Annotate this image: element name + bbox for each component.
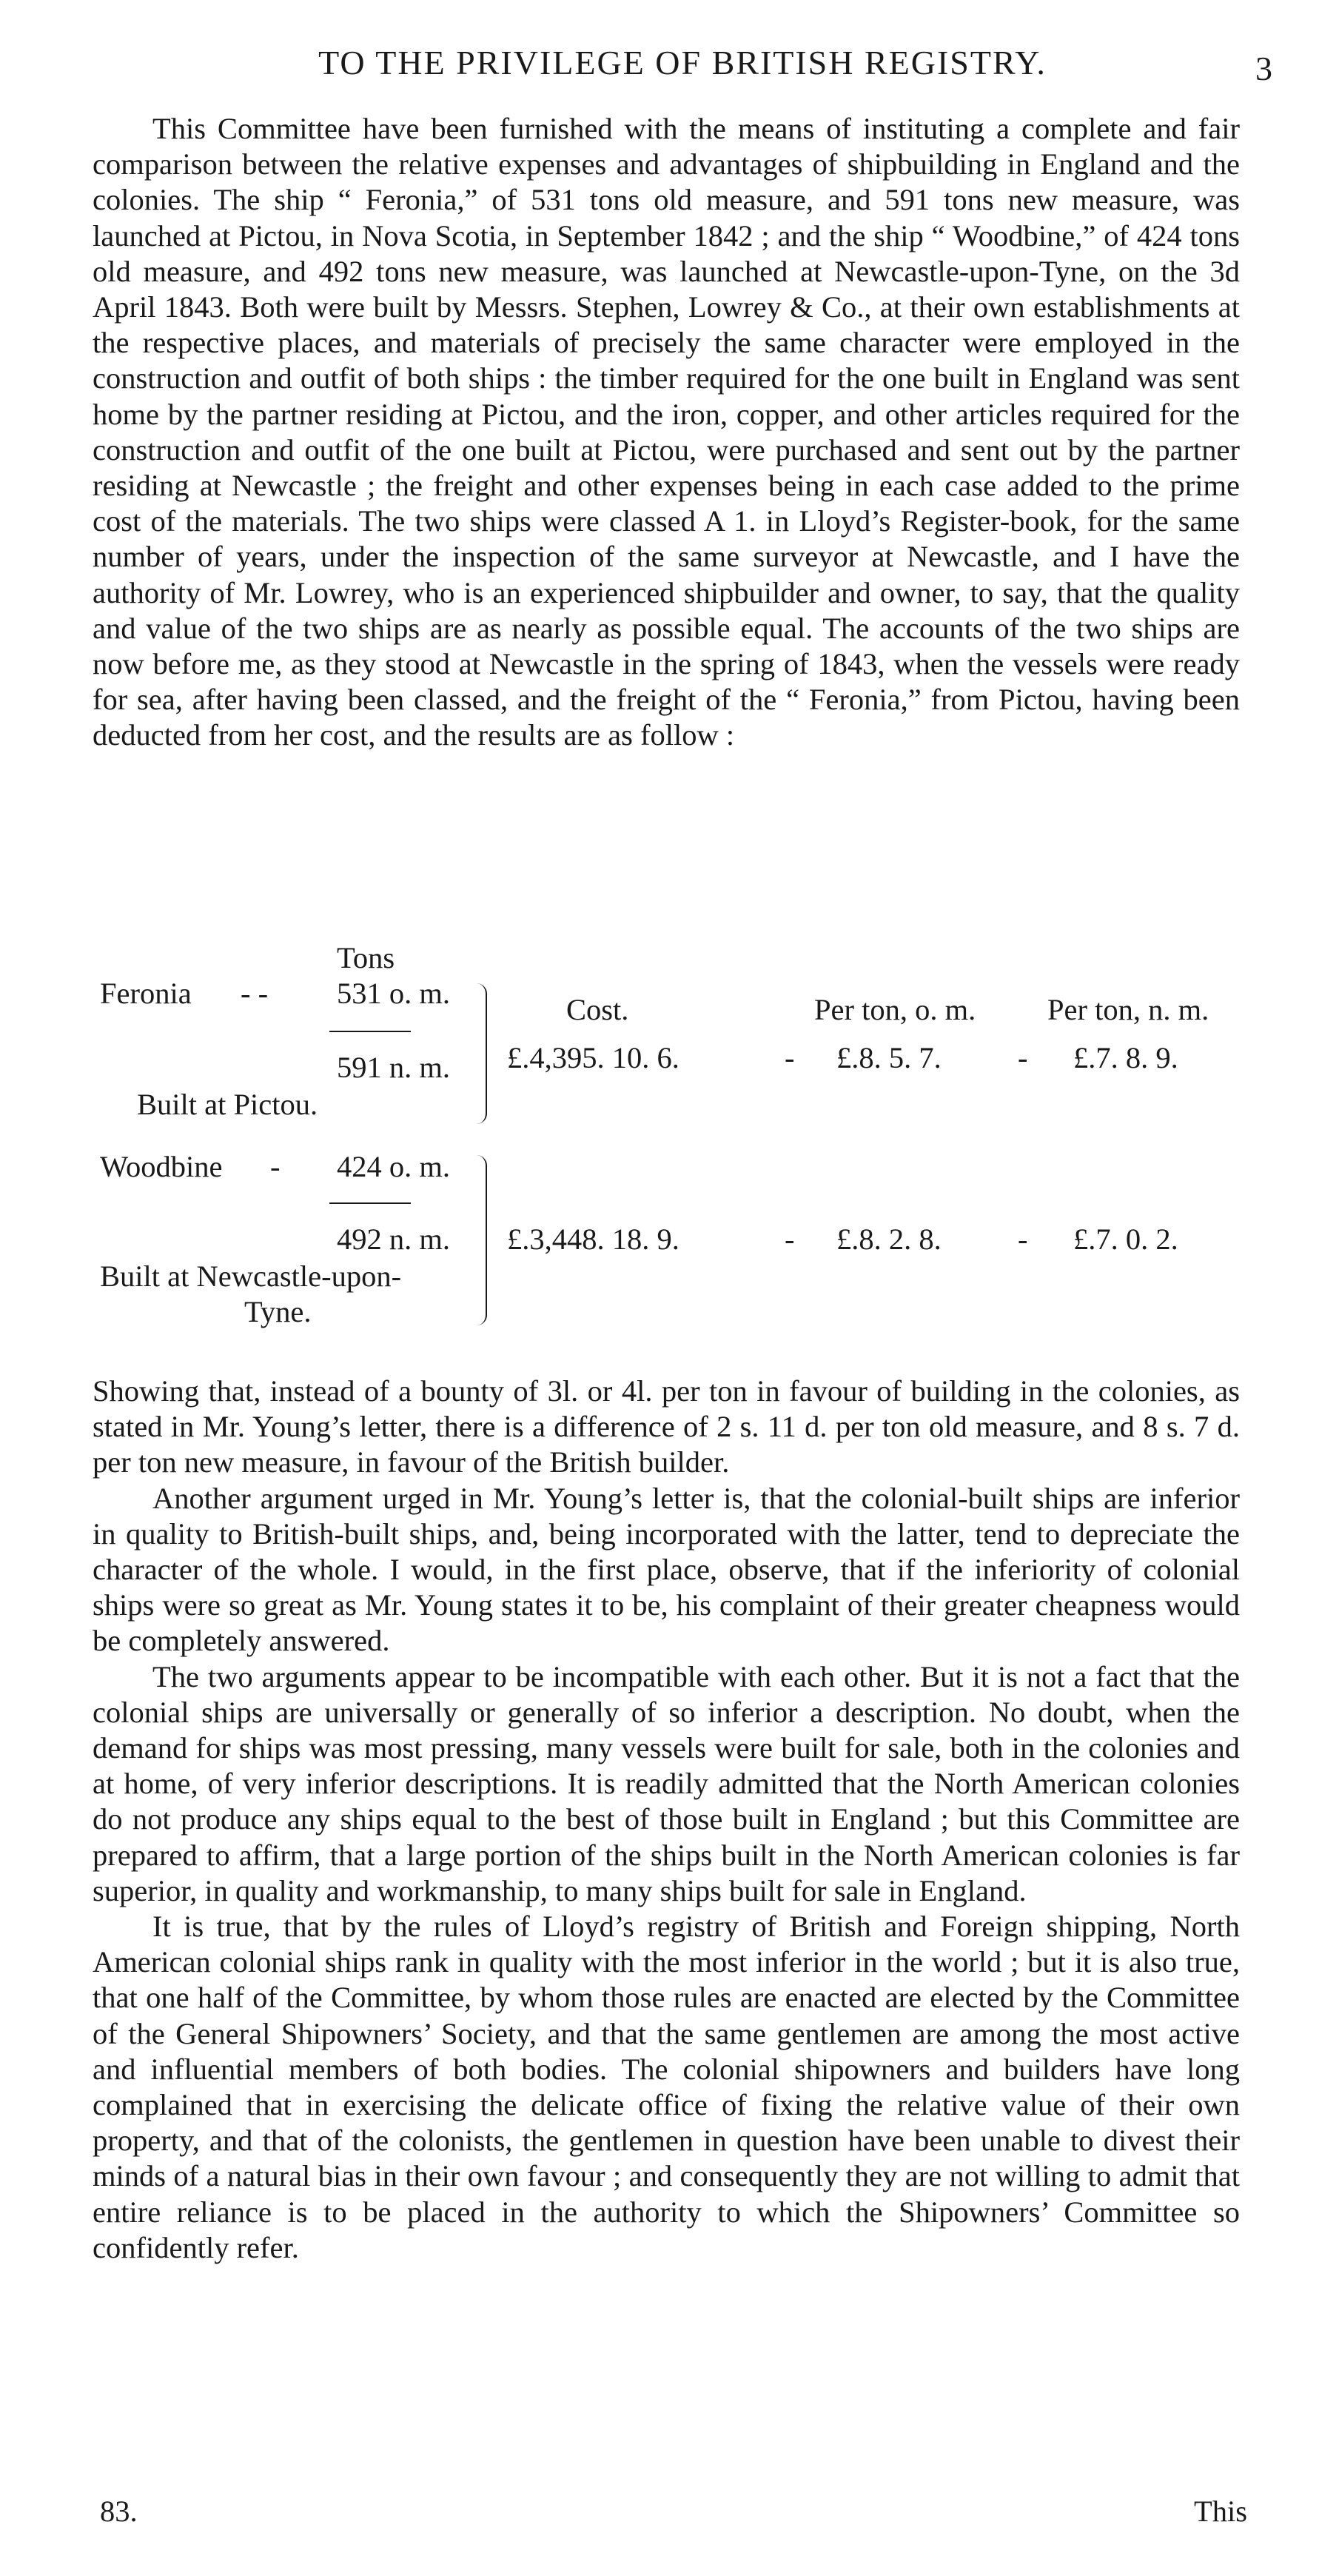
ship-name: Woodbine	[100, 1150, 223, 1183]
per-ton-om-header: Per ton, o. m.	[814, 993, 976, 1026]
per-ton-nm-value: £.7. 8. 9.	[1073, 1041, 1178, 1074]
built-at: Built at Newcastle-upon-	[100, 1259, 402, 1293]
body-text-bottom	[93, 1374, 1240, 2266]
paragraph: It is true, that by the rules of Lloyd’s registry of British and Foreign shipping, North American colonial ships rank in quality with the most inferior in the world ; but it is also true, that one half of the Committee, by whom those rules are enacted are elected by the Committee of the General Shipowners’ Society, and that the same gentlemen are among the most active and influential members of both bodies. The colonial shipowners and builders have long complained that in exercising the delicate office of fixing the relative value of their own property, and that of the colonists, the gentlemen in question have been unable to divest their minds of a natural bias in their own favour ; and consequently they are not willing to admit that entire reliance is to be placed in the authority to which the Shipowners’ Committee so confidently refer.	[93, 1910, 1240, 2264]
measure-rule	[329, 1202, 411, 1204]
new-measure: 591 n. m.	[337, 1051, 451, 1084]
paragraph: Showing that, instead of a bounty of 3l. or 4l. per ton in favour of building in the colonies, as stated in Mr. Young’s letter, there is a difference of 2 s. 11 d. per ton old measure, and 8 s. 7 d. per ton new measure, in favour of the British builder.	[93, 1374, 1240, 1479]
running-head: TO THE PRIVILEGE OF BRITISH REGISTRY.	[318, 44, 1047, 81]
old-measure: 424 o. m.	[337, 1150, 451, 1183]
paragraph: Another argument urged in Mr. Young’s letter is, that the colonial-built ships are inferior in quality to British-built ships, and, being incorporated with the latter, tend to depreciate the character of the whole. I would, in the first place, observe, that if the inferiority of colonial ships were so great as Mr. Young states it to be, his complaint of their greater cheapness would be completely answered.	[93, 1481, 1240, 1658]
ship-dashes: - -	[241, 977, 269, 1010]
cost-value: £.4,395. 10. 6.	[507, 1041, 679, 1074]
paragraph: This Committee have been furnished with the means of instituting a complete and fair comparison between the relative expenses and advantages of shipbuilding in England and the colonies. The ship “ Feronia,” of 531 tons old measure, and 591 tons new measure, was launched at Pictou, in Nova Scotia, in September 1842 ; and the ship “ Woodbine,” of 424 tons old measure, and 492 tons new measure, was launched at Newcastle-upon-Tyne, on the 3d April 1843. Both were built by Messrs. Stephen, Lowrey & Co., at their own establishments at the respective places, and materials of precisely the same character were employed in the construction and outfit of both ships : the timber required for the one built in England was sent home by the partner residing at Pictou, and the iron, copper, and other articles required for the construction and outfit of the one built at Pictou, were purchased and sent out by the partner residing at Newcastle ; the freight and other expenses being in each case added to the prime cost of the materials. The two ships were classed A 1. in Lloyd’s Register-book, for the same number of years, under the inspection of the same surveyor at Newcastle, and I have the authority of Mr. Lowrey, who is an experienced shipbuilder and owner, to say, that the quality and value of the two ships are as nearly as possible equal. The accounts of the two ships are now before me, as they stood at Newcastle in the spring of 1843, when the vessels were ready for sea, after having been classed, and the freight of the “ Feronia,” from Pictou, having been deducted from her cost, and the results are as follow :	[93, 112, 1240, 752]
separator: -	[1018, 1041, 1028, 1074]
separator: -	[785, 1041, 795, 1074]
brace	[474, 983, 487, 1124]
page-footer	[93, 2494, 1247, 2538]
catchword: This	[1193, 2495, 1247, 2528]
ship-name: Feronia	[100, 977, 192, 1010]
cost-header: Cost.	[566, 993, 629, 1026]
brace	[474, 1155, 487, 1325]
page-number: 3	[1255, 50, 1272, 87]
cost-value: £.3,448. 18. 9.	[507, 1222, 679, 1256]
per-ton-om-value: £.8. 2. 8.	[836, 1222, 942, 1256]
per-ton-nm-header: Per ton, n. m.	[1047, 993, 1209, 1026]
measure-rule	[329, 1031, 411, 1032]
new-measure: 492 n. m.	[337, 1222, 451, 1256]
built-at: Built at Pictou.	[137, 1088, 318, 1121]
paragraph: The two arguments appear to be incompatible with each other. But it is not a fact that the colonial ships are universally or generally of so inferior a description. No doubt, when the demand for ships was most pressing, many vessels were built for sale, both in the colonies and at home, of very inferior descriptions. It is readily admitted that the North American colonies do not produce any ships equal to the best of those built in England ; but this Committee are prepared to affirm, that a large portion of the ships built in the North American colonies is far superior, in quality and workmanship, to many ships built for sale in England.	[93, 1659, 1240, 1907]
per-ton-nm-value: £.7. 0. 2.	[1073, 1222, 1178, 1256]
body-text-top	[93, 111, 1240, 754]
old-measure: 531 o. m.	[337, 977, 451, 1010]
ship-comparison-table	[93, 940, 1247, 1355]
ship-dashes: -	[270, 1150, 281, 1183]
signature-mark: 83.	[100, 2495, 138, 2528]
per-ton-om-value: £.8. 5. 7.	[836, 1041, 942, 1074]
page-header	[93, 43, 1272, 95]
built-at-continued: Tyne.	[244, 1295, 312, 1328]
separator: -	[785, 1222, 795, 1256]
tons-header: Tons	[337, 941, 395, 974]
separator: -	[1018, 1222, 1028, 1256]
